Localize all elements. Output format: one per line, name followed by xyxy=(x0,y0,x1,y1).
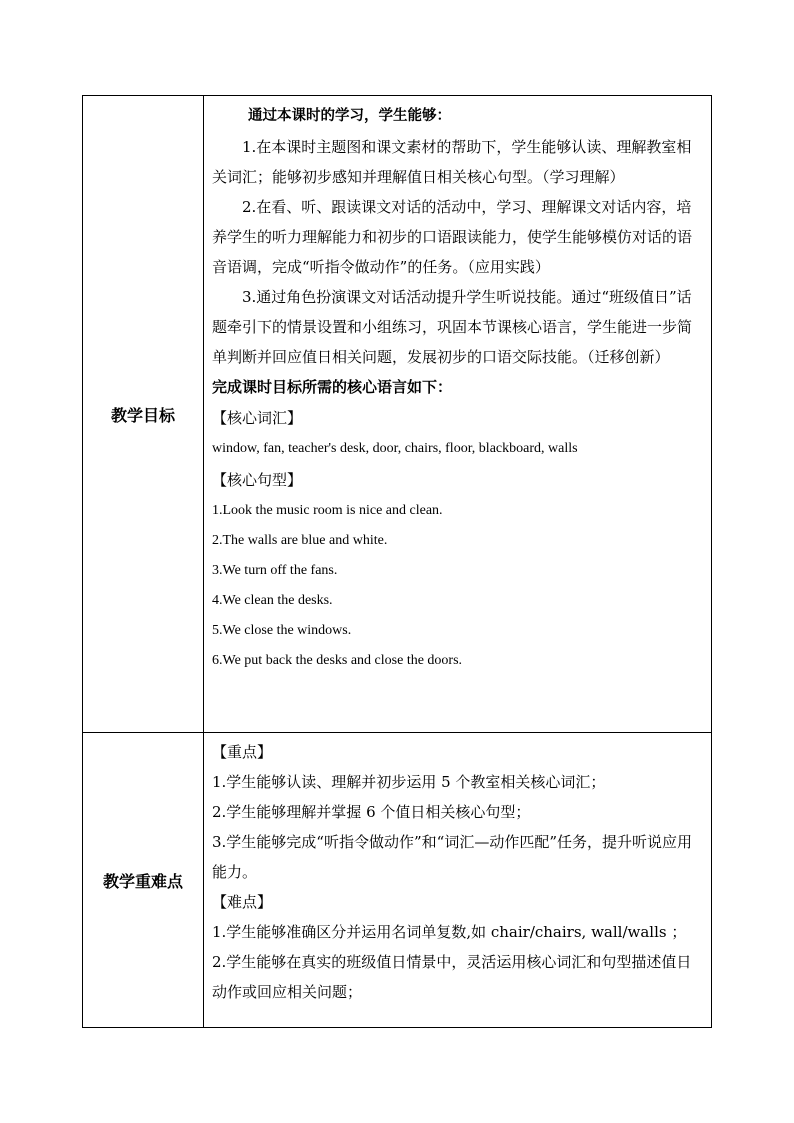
key-item: 3.学生能够完成“听指令做动作”和“词汇—动作匹配”任务，提升听说应用能力。 xyxy=(212,833,692,881)
goal-item: 3.通过角色扮演课文对话活动提升学生听说技能。通过“班级值日”话题牵引下的情景设置和小组练习，巩固本节课核心语言，学生能进一步简单判断并回应值日相关问题，发展初步的口语交际技能。（迁移创新） xyxy=(212,288,693,366)
sentence-heading: 【核心句型】 xyxy=(212,471,303,489)
objectives-content xyxy=(204,96,712,733)
key-item: 1.学生能够认读、理解并初步运用 5 个教室相关核心词汇； xyxy=(212,773,606,791)
keypoints-content xyxy=(204,733,712,1028)
core-language-intro: 完成课时目标所需的核心语言如下： xyxy=(212,378,453,396)
objectives-label: 教学目标 xyxy=(83,96,204,733)
sentence-item: 2.The walls are blue and white. xyxy=(212,533,388,548)
lesson-plan-table xyxy=(82,95,712,1028)
goal-item: 1.在本课时主题图和课文素材的帮助下，学生能够认读、理解教室相关词汇；能够初步感知并理解值日相关核心句型。（学习理解） xyxy=(212,138,692,186)
key-heading: 【重点】 xyxy=(212,743,273,761)
goal-item: 2.在看、听、跟读课文对话的活动中，学习、理解课文对话内容，培养学生的听力理解能力和初步的口语跟读能力，使学生能够模仿对话的语音语调，完成“听指令做动作”的任务。（应用实践） xyxy=(212,198,693,276)
objectives-intro: 通过本课时的学习，学生能够： xyxy=(248,107,451,124)
keypoints-label: 教学重难点 xyxy=(83,733,204,1028)
keypoints-row xyxy=(83,733,712,1028)
sentence-item: 4.We clean the desks. xyxy=(212,593,333,608)
key-item: 2.学生能够理解并掌握 6 个值日相关核心句型； xyxy=(212,803,531,821)
difficulty-item: 2.学生能够在真实的班级值日情景中，灵活运用核心词汇和句型描述值日动作或回应相关问题； xyxy=(212,953,692,1001)
vocab-list: window, fan, teacher's desk, door, chairs, floor, blackboard, walls xyxy=(212,441,578,456)
sentence-item: 5.We close the windows. xyxy=(212,623,352,638)
sentence-item: 6.We put back the desks and close the doors. xyxy=(212,653,463,668)
difficulty-item: 1.学生能够准确区分并运用名词单复数,如 chair/chairs, wall/walls ； xyxy=(212,923,687,941)
sentence-item: 1.Look the music room is nice and clean. xyxy=(212,503,443,518)
objectives-row xyxy=(83,96,712,733)
vocab-heading: 【核心词汇】 xyxy=(212,409,303,427)
difficulty-heading: 【难点】 xyxy=(212,893,273,911)
sentence-item: 3.We turn off the fans. xyxy=(212,563,338,578)
